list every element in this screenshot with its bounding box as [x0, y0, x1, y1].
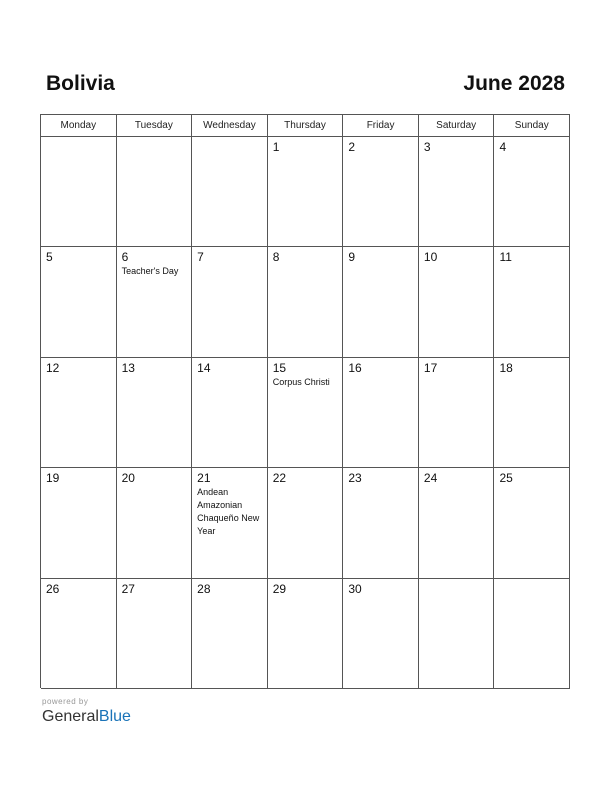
day-cell [268, 358, 344, 468]
day-cell [419, 468, 495, 578]
day-cell [343, 137, 419, 247]
weekday-wednesday: Wednesday [192, 115, 268, 137]
day-cell [41, 247, 117, 357]
weekday-monday: Monday [41, 115, 117, 137]
day-number: 13 [121, 360, 135, 375]
day-cell [268, 137, 344, 247]
holiday-label: Andean Amazonian Chaqueño New Year [197, 487, 260, 537]
day-number: 14 [197, 360, 211, 375]
day-number: 22 [272, 471, 287, 486]
day-number: 26 [46, 581, 60, 596]
week-row [41, 468, 570, 578]
brand-logo [42, 708, 131, 726]
day-cell [41, 579, 117, 689]
week-row [41, 137, 570, 247]
day-cell [268, 468, 344, 578]
day-number: 27 [121, 581, 135, 596]
day-number: 7 [197, 250, 204, 265]
day-number: 23 [348, 471, 362, 486]
day-cell [419, 358, 495, 468]
day-number: 5 [46, 250, 53, 265]
day-number: 30 [348, 581, 362, 596]
week-row [41, 358, 570, 468]
day-number: 18 [499, 360, 513, 375]
day-number: 20 [121, 471, 135, 486]
weekday-sunday: Sunday [494, 115, 570, 137]
day-number: 17 [423, 360, 438, 375]
day-cell [419, 137, 495, 247]
holiday-label: Corpus Christi [272, 376, 330, 387]
day-cell [41, 468, 117, 578]
weekday-header-row [41, 115, 570, 137]
holiday-label: Teacher's Day [121, 266, 179, 277]
day-number: 10 [423, 250, 438, 265]
day-cell [419, 247, 495, 357]
day-number: 28 [197, 581, 211, 596]
day-cell [419, 579, 495, 689]
day-cell [343, 247, 419, 357]
footer [42, 697, 131, 726]
weekday-tuesday: Tuesday [117, 115, 193, 137]
brand-blue-text: Blue [98, 708, 131, 725]
day-cell [41, 358, 117, 468]
day-cell [117, 468, 193, 578]
week-row [41, 247, 570, 357]
day-cell [268, 247, 344, 357]
day-cell [192, 468, 268, 578]
day-number: 12 [46, 360, 60, 375]
day-cell [192, 137, 268, 247]
day-number: 15 [272, 360, 287, 375]
day-number: 2 [348, 140, 355, 154]
day-number: 4 [499, 140, 507, 154]
day-cell [494, 579, 570, 689]
week-row [41, 579, 570, 689]
day-number: 9 [348, 250, 355, 265]
powered-by-text: powered by [42, 697, 89, 706]
weekday-saturday: Saturday [419, 115, 495, 137]
day-cell [192, 358, 268, 468]
weekday-thursday: Thursday [268, 115, 344, 137]
day-cell [268, 579, 344, 689]
day-cell [117, 247, 193, 357]
day-cell [192, 247, 268, 357]
weeks-container [41, 137, 570, 689]
day-cell [494, 247, 570, 357]
day-cell [117, 579, 193, 689]
day-cell [117, 358, 193, 468]
day-cell [41, 137, 117, 247]
calendar-grid [40, 114, 570, 688]
day-cell [343, 579, 419, 689]
brand-general-text: General [42, 708, 99, 725]
day-number: 24 [423, 471, 438, 486]
day-cell [494, 468, 570, 578]
day-number: 3 [423, 140, 431, 154]
day-number: 29 [272, 581, 287, 596]
day-cell [494, 358, 570, 468]
day-number: 16 [348, 360, 362, 375]
day-cell [494, 137, 570, 247]
day-cell [343, 358, 419, 468]
day-cell [192, 579, 268, 689]
day-number: 25 [499, 471, 513, 486]
day-cell [117, 137, 193, 247]
page-title-month: June 2028 [463, 72, 565, 95]
page-title-country: Bolivia [46, 72, 115, 95]
day-number: 11 [499, 250, 512, 265]
day-number: 19 [46, 471, 60, 486]
day-cell [343, 468, 419, 578]
weekday-friday: Friday [343, 115, 419, 137]
day-number: 21 [197, 471, 211, 486]
day-number: 1 [272, 140, 280, 154]
day-number: 8 [272, 250, 280, 265]
day-number: 6 [121, 250, 129, 265]
